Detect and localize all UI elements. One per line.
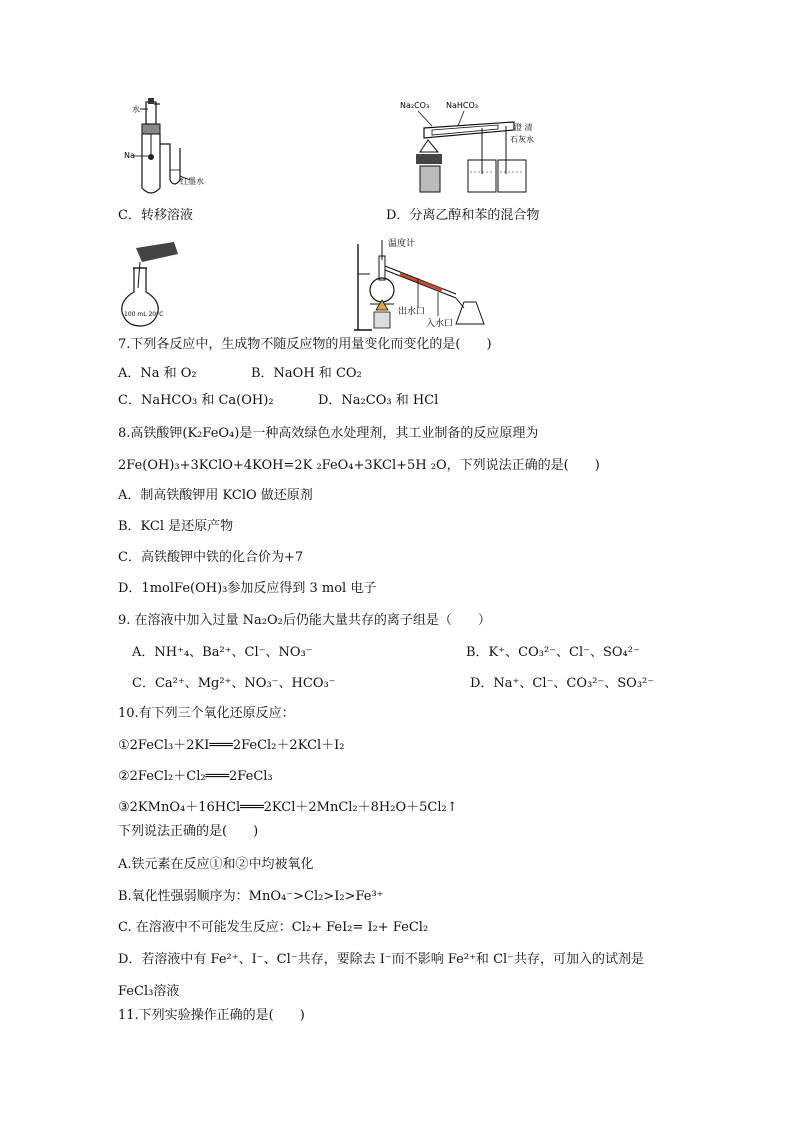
q11-stem: 11.下列实验操作正确的是( ) [118, 1008, 305, 1023]
q8-option-a: A．制高铁酸钾用 KClO 做还原剂 [118, 488, 313, 503]
q7-stem: 7.下列各反应中，生成物不随反应物的用量变化而变化的是( ) [118, 337, 492, 352]
figure-carbonate-heating-apparatus [398, 96, 538, 198]
option-d-label: D．分离乙醇和苯的混合物 [386, 208, 540, 223]
svg-text:入水口: 入水口 [426, 319, 454, 329]
q7-option-b: B．NaOH 和 CO₂ [251, 366, 362, 381]
figure-distillation-apparatus [352, 234, 490, 334]
q9-option-b: B．K⁺、CO₃²⁻、Cl⁻、SO₄²⁻ [466, 645, 640, 660]
svg-text:Na₂CO₃: Na₂CO₃ [400, 101, 430, 110]
q7-option-d: D．Na₂CO₃ 和 HCl [318, 393, 439, 408]
q10-reaction-2: ②2FeCl₂＋Cl₂═══2FeCl₃ [118, 769, 273, 784]
svg-text:红墨水: 红墨水 [180, 177, 204, 186]
q8-option-c: C．高铁酸钾中铁的化合价为+7 [118, 550, 304, 565]
svg-text:NaHCO₃: NaHCO₃ [446, 101, 478, 110]
q8-stem-line2: 2Fe(OH)₃+3KClO+4KOH=2K ₂FeO₄+3KCl+5H ₂O，下列说法正确的是( ) [118, 458, 600, 473]
q10-option-b: B.氧化性强弱顺序为：MnO₄⁻>Cl₂>I₂>Fe³⁺ [118, 889, 384, 904]
q9-stem: 9. 在溶液中加入过量 Na₂O₂后仍能大量共存的离子组是（ ） [118, 613, 491, 628]
q10-option-d-line1: D．若溶液中有 Fe²⁺、I⁻、Cl⁻共存，要除去 I⁻而不影响 Fe²⁺和 Cl⁻共存，可加入的试剂是 [118, 952, 645, 967]
svg-text:Na: Na [124, 151, 135, 160]
q9-option-d: D．Na⁺、Cl⁻、CO₃²⁻、SO₃²⁻ [470, 676, 655, 691]
q9-option-a: A．NH⁺₄、Ba²⁺、Cl⁻、NO₃⁻ [132, 645, 313, 660]
q10-option-c: C. 在溶液中不可能发生反应：Cl₂+ FeI₂= I₂+ FeCl₂ [118, 920, 429, 935]
q10-reaction-1: ①2FeCl₃＋2KI═══2FeCl₂＋2KCl＋I₂ [118, 738, 345, 753]
q9-option-c: C．Ca²⁺、Mg²⁺、NO₃⁻、HCO₃⁻ [132, 676, 336, 691]
figure-na-water-apparatus [118, 96, 228, 200]
q8-stem-line1: 8.高铁酸钾(K₂FeO₄)是一种高效绿色水处理剂，其工业制备的反应原理为 [118, 426, 539, 441]
svg-text:100 mL 20°C: 100 mL 20°C [124, 311, 164, 318]
q8-option-b: B．KCl 是还原产物 [118, 519, 234, 534]
svg-text:温度计: 温度计 [388, 239, 416, 249]
svg-text:石灰水: 石灰水 [510, 135, 534, 144]
q10-stem: 10.有下列三个氧化还原反应： [118, 706, 295, 721]
q10-ask: 下列说法正确的是( ) [118, 824, 259, 839]
q7-option-c: C．NaHCO₃ 和 Ca(OH)₂ [118, 393, 274, 408]
q8-option-d: D．1molFe(OH)₃参加反应得到 3 mol 电子 [118, 581, 377, 596]
figure-volumetric-flask [118, 240, 186, 328]
svg-text:水: 水 [132, 105, 140, 114]
q10-reaction-3: ③2KMnO₄＋16HCl═══2KCl＋2MnCl₂＋8H₂O＋5Cl₂↑ [118, 800, 458, 815]
q7-option-a: A．Na 和 O₂ [118, 366, 197, 381]
q10-option-d-line2: FeCl₃溶液 [118, 984, 180, 999]
option-c-label: C．转移溶液 [118, 208, 193, 223]
q10-option-a: A.铁元素在反应①和②中均被氧化 [118, 857, 314, 872]
svg-text:澄 清: 澄 清 [514, 123, 533, 132]
svg-text:出水口: 出水口 [398, 307, 426, 317]
